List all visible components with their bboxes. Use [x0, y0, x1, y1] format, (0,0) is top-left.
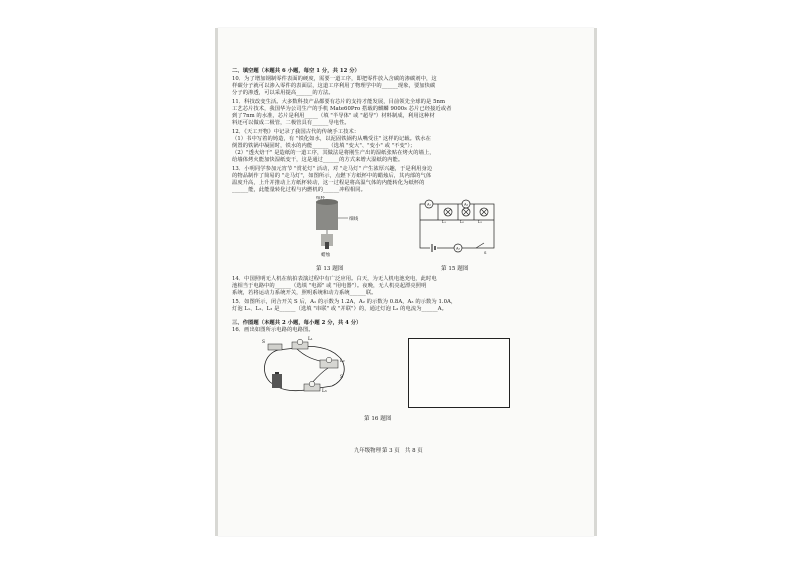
figure-16-caption: 第 16 题图 [364, 416, 392, 422]
switch-lever [476, 243, 484, 248]
exam-page [218, 28, 594, 536]
text-line: 分子的渗透，可以采用提高______的方法。 [232, 90, 334, 96]
text-line: 给墙体烤火能加快湿纸变干，这是通过______的方式来增大湿纸的内能。 [232, 157, 404, 163]
label-s2: S [340, 375, 344, 380]
figure-15-caption: 第 15 题图 [441, 266, 469, 272]
text-line: 15．如图所示，闭合开关 S 后，A₁ 的示数为 1.2A，A₂ 的示数为 0.8A，A₃ 的示数为 1.0A， [232, 299, 457, 305]
label-a2: A₂ [464, 202, 469, 207]
label-l3: L₃ [322, 389, 327, 394]
paper-cup-shade [316, 202, 338, 230]
footer-subject: 九年级物理 [354, 448, 381, 454]
section-3-heading: 三、作图题（本题共 2 小题，每小题 2 分，共 4 分） [232, 320, 362, 326]
switch-base [268, 344, 282, 350]
label-thread: 细线 [349, 217, 359, 222]
section-2-heading: 二、填空题（本题共 6 小题，每空 1 分，共 12 分） [232, 68, 360, 74]
answer-box[interactable] [408, 338, 510, 408]
footer-total: 共 8 页 [405, 448, 423, 454]
label-l3: L₃ [478, 220, 482, 224]
text-line: 到了7nm 的水准，芯片是利用_____（填 "半导体" 或 "超导"）材料制成，利用这种材 [232, 113, 435, 119]
text-line: 工艺芯片技术，我国华为公司生产的手机 Mate60Pro 搭载的麒麟 9000s 芯片已经接近或者 [232, 106, 452, 112]
label-s: S [484, 251, 487, 255]
text-line: 灯泡 L₁、L₂、L₃ 是______（选填 "串联" 或 "并联"）的，通过灯泡 L₂ 的电流为______A。 [232, 306, 447, 312]
text-line: 14．中国照明无人机在航拍表演过程中有广泛应用。白天，为无人机电池充电，此时电 [232, 276, 437, 282]
figure-16-circuit [256, 334, 360, 396]
battery [272, 374, 282, 388]
label-s: S [262, 340, 266, 345]
text-line: 池相当于电路中的______（选填 "电源" 或 "用电器"）。夜晚，无人机亮起漂亮照明 [232, 283, 427, 289]
battery-terminal [275, 372, 279, 374]
label-l1: L₁ [308, 337, 313, 342]
candle [325, 242, 329, 249]
text-line: 的物品制作了简易的 "走马灯"，如图所示，点燃下方纸杯中的蜡烛后，其内部的气体 [232, 173, 432, 179]
figure-13-caption: 第 13 题图 [316, 266, 344, 272]
label-l1: L₁ [442, 220, 446, 224]
label-a1: A₁ [427, 202, 432, 207]
text-line: 系统，若将运动力系统开关，照明系统和动力系统______联。 [232, 290, 377, 296]
bulb-l2 [326, 357, 332, 363]
text-line: 12．《天工开物》中记录了我国古代的传统手工技术： [232, 129, 360, 135]
text-line: 倒置的铁锅中凝固时，铁水的内能______（选填 "变大"、"变小" 或 "不变"）； [232, 143, 416, 149]
scan-edge-left [215, 28, 218, 536]
label-l2: L₂ [340, 359, 345, 364]
text-line: 11．科技改变生活。大多数科技产品都要有芯片的支持才能发展，目前领先全球的是 5nm [232, 99, 446, 105]
bulb-l1 [297, 339, 303, 345]
bulb-l3 [309, 381, 315, 387]
question-16: 16．画出如图所示电路的电路图。 [232, 327, 314, 333]
text-line: ______能，此能量转化过程与内燃机的______冲程相同。 [232, 187, 366, 193]
figure-15-circuit [414, 194, 504, 260]
figure-13-lamp [304, 196, 364, 260]
battery-gap [430, 243, 437, 253]
label-candle: 蜡烛 [321, 253, 331, 258]
text-line: （1）书中写着的铸造，有 "铁化如水，以泥固铁锅杓从嘴受注" 这样的记载。铁水在 [232, 136, 432, 142]
text-line: （2）"透火焙干" 是造纸的一道工序，其做法是将刚生产出的湿纸张贴在烤火的墙上， [232, 150, 435, 156]
label-paper-cup: 纸杯 [316, 196, 326, 201]
footer-page: 第 3 页 [382, 448, 400, 454]
text-line: 料还可以做成二极管，二极管具有______导电性。 [232, 120, 350, 126]
scan-edge-right [594, 28, 597, 536]
text-line: 样碳分子就可以渗入零件的表面层，这道工序利用了物理学中的______现象，要加快碳 [232, 83, 436, 89]
text-line: 13．小明同学参加元宵节 "赏花灯" 活动，对 "走马灯" 产生浓厚兴趣，于是利用身边 [232, 166, 433, 172]
text-line: 10．为了增加钢制零件表面的硬度，需要一道工序，即把零件放入含碳的渗碳剂中，这 [232, 76, 437, 82]
label-l2: L₂ [460, 220, 464, 224]
text-line: 温度升高，上升并推动上方纸杯转动，这一过程是将高温气体的内能转化为纸杯的 [232, 180, 425, 186]
label-a3: A₃ [456, 246, 461, 251]
